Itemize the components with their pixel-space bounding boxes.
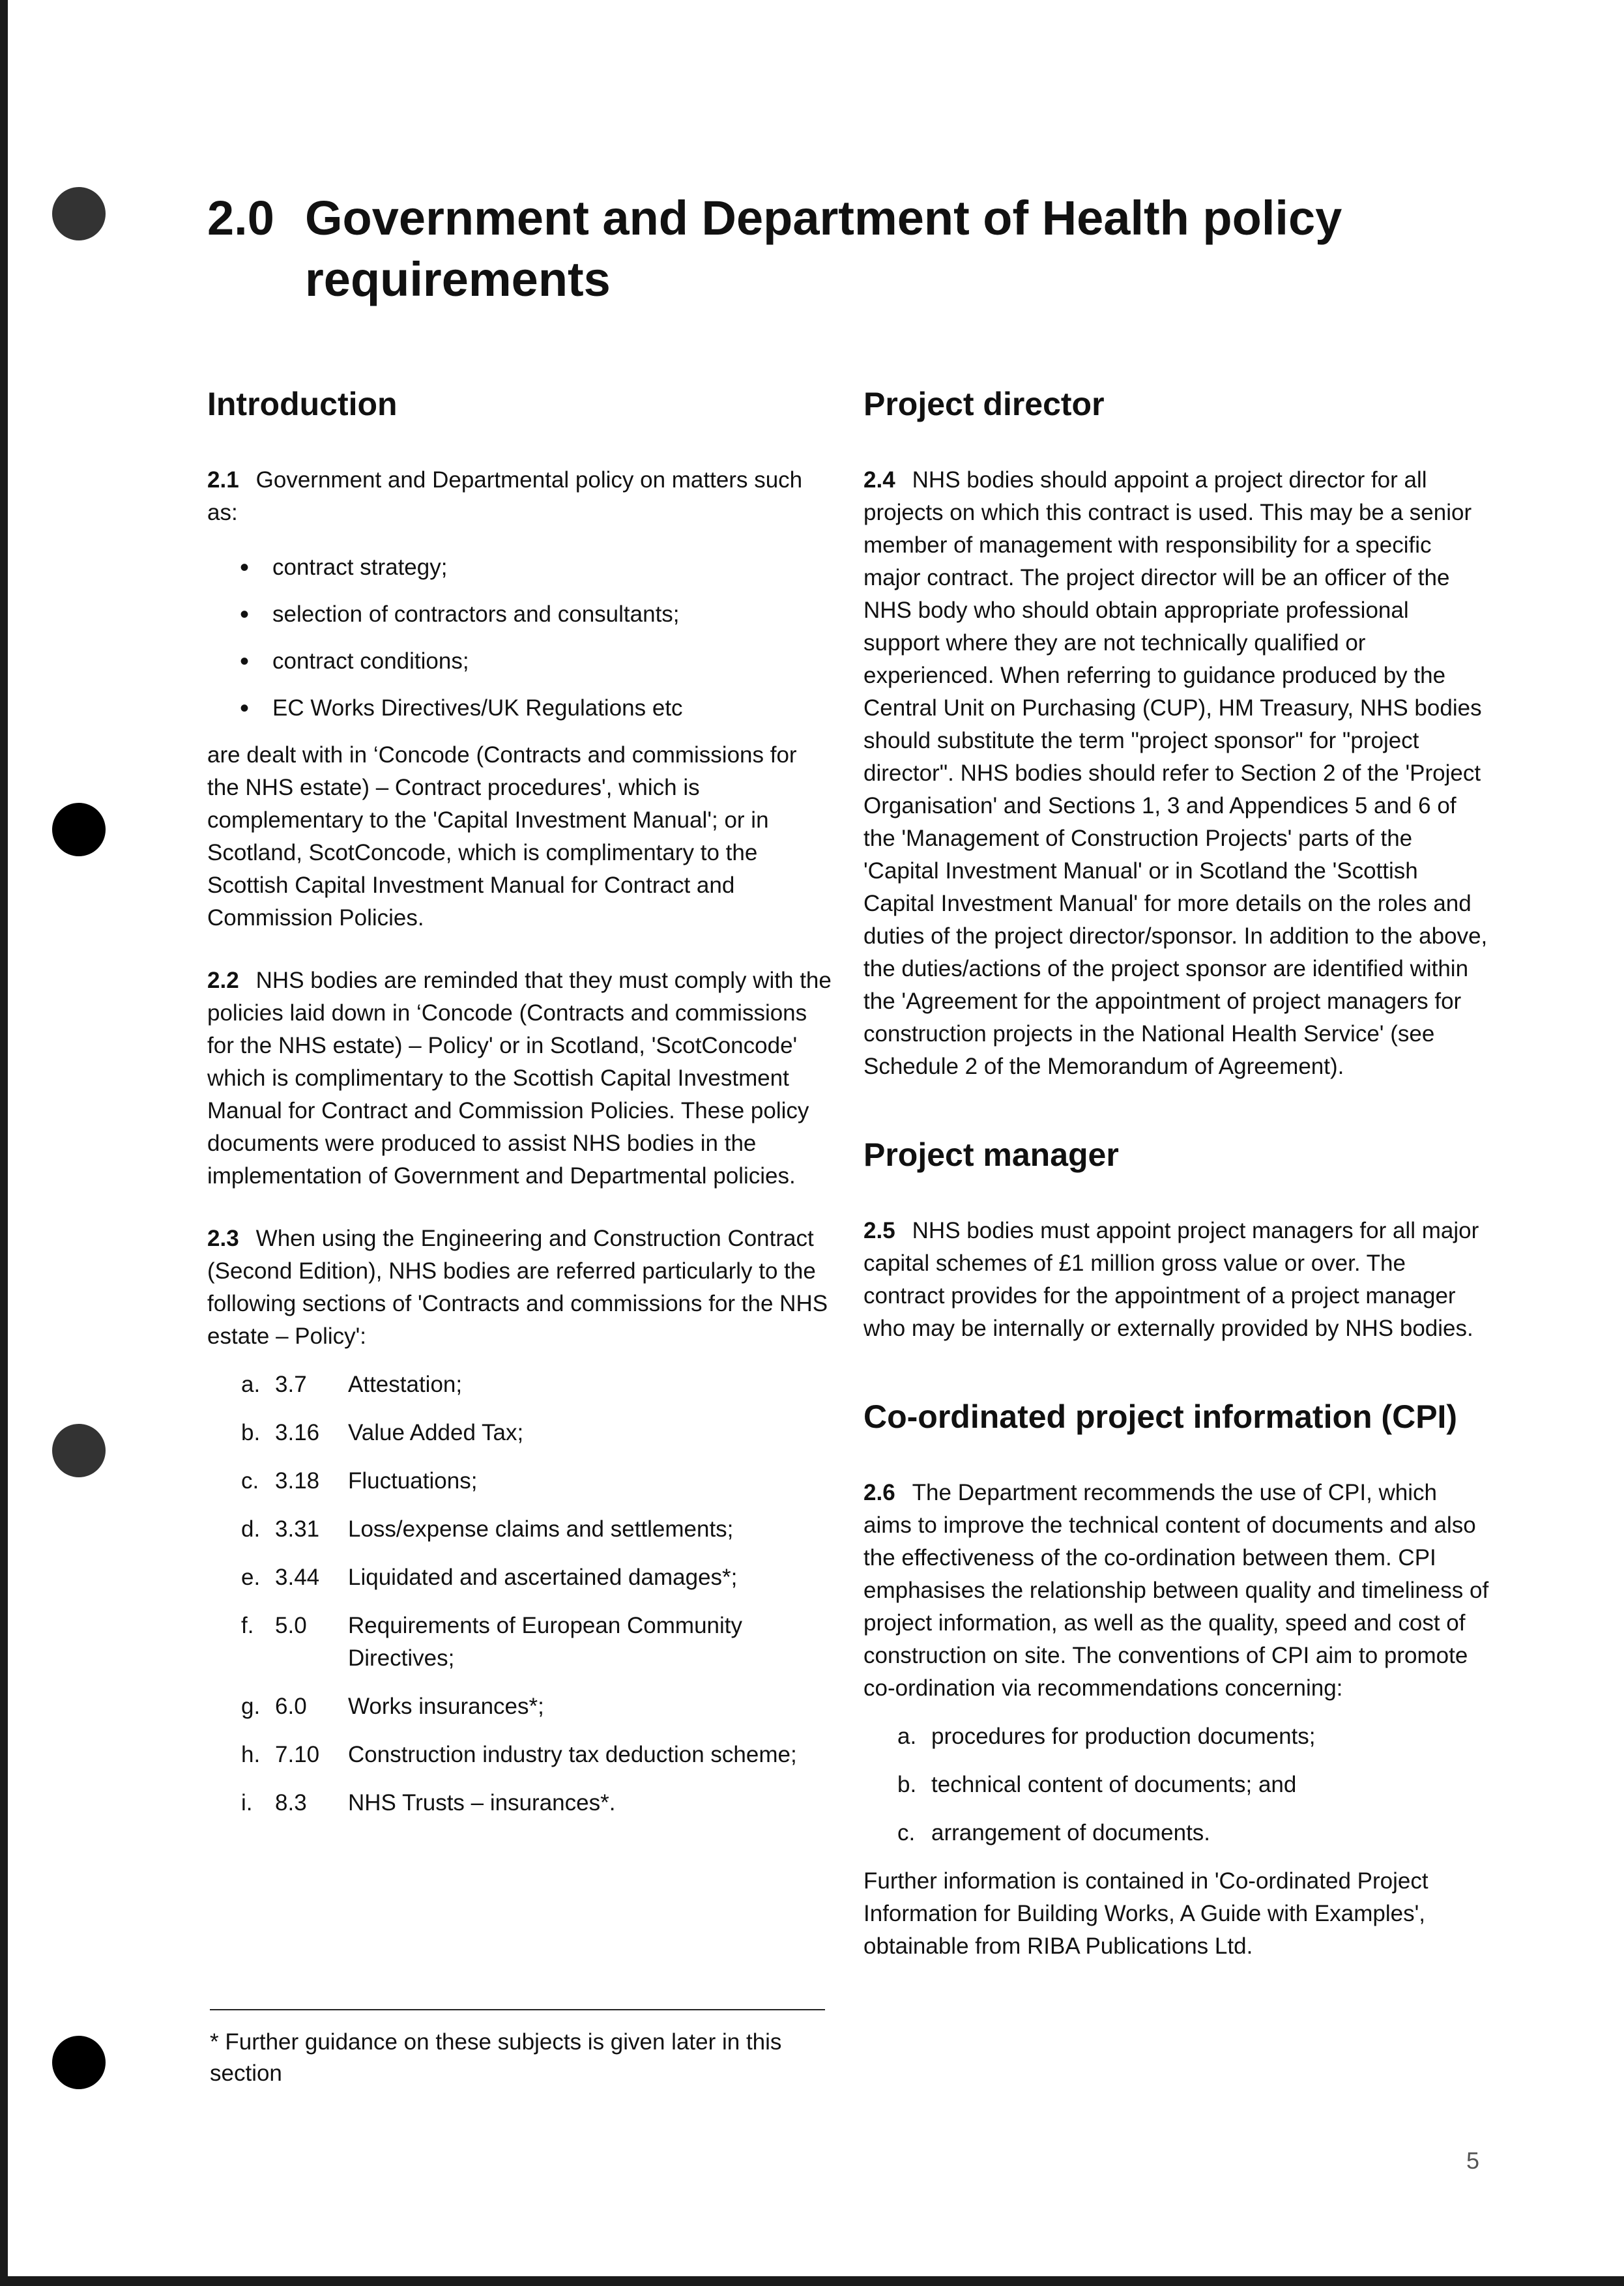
list-item xyxy=(207,1513,833,1546)
paragraph-2-5 xyxy=(863,1215,1489,1345)
list-item xyxy=(207,1368,833,1401)
punch-hole xyxy=(52,803,106,856)
paragraph-number: 2.5 xyxy=(863,1218,895,1243)
item-text: Construction industry tax deduction scheme; xyxy=(348,1742,797,1767)
punch-hole xyxy=(52,1424,106,1477)
page-number: 5 xyxy=(1466,2147,1480,2174)
paragraph-2-3 xyxy=(207,1223,833,1353)
page-title xyxy=(207,188,1511,310)
cpi-list xyxy=(863,1720,1489,1849)
item-letter: i. xyxy=(241,1790,253,1816)
list-item: • contract strategy; xyxy=(207,551,833,584)
list-item xyxy=(863,1817,1489,1849)
punch-hole xyxy=(52,2036,106,2089)
heading-introduction: Introduction xyxy=(207,386,398,422)
item-letter: f. xyxy=(241,1613,254,1638)
list-item xyxy=(207,1690,833,1723)
paragraph-text: The Department recommends the use of CPI, which aims to improve the technical content of documents and also the effectiveness of the co-ordination between them. CPI emphasises the relationship between quality and timeliness of project information, as well as the quality, speed and cost of construction on site. The conventions of CPI aim to promote co-ordination via recommendations concerning: xyxy=(863,1480,1489,1701)
list-item xyxy=(863,1769,1489,1801)
item-letter: h. xyxy=(241,1742,261,1767)
item-section: 8.3 xyxy=(275,1790,307,1816)
item-letter: e. xyxy=(241,1565,261,1590)
item-text: Loss/expense claims and settlements; xyxy=(348,1516,734,1542)
paragraph-text: NHS bodies must appoint project managers for all major capital schemes of £1 million gross value or over. The contract provides for the appointment of a project manager who may be internally or externally provided by NHS bodies. xyxy=(863,1218,1479,1341)
paragraph-number: 2.1 xyxy=(207,467,239,493)
list-item xyxy=(207,1465,833,1497)
section-title: Government and Department of Health policy requirements xyxy=(305,191,1342,306)
item-section: 3.7 xyxy=(275,1372,307,1397)
heading-cpi: Co-ordinated project information (CPI) xyxy=(863,1398,1458,1435)
paragraph-2-6 xyxy=(863,1477,1489,1705)
paragraph-text: Government and Departmental policy on matters such as: xyxy=(207,467,803,525)
item-letter: a. xyxy=(897,1724,917,1749)
list-item: • EC Works Directives/UK Regulations etc xyxy=(207,692,833,725)
paragraph-2-1-continued: are dealt with in ‘Concode (Contracts and commissions for the NHS estate) – Contract procedures', which is complementary to the 'Capital Investment Manual'; or in Scotland, ScotConcode, which is complimentary to the Scottish Capital Investment Manual for Contract and Commission Policies. xyxy=(207,742,797,931)
paragraph-2-1 xyxy=(207,464,833,529)
policy-bullet-list xyxy=(207,551,833,725)
paragraph-number: 2.2 xyxy=(207,968,239,993)
item-text: Works insurances*; xyxy=(348,1694,544,1719)
left-column xyxy=(207,384,833,1835)
item-text: Requirements of European Community Directives; xyxy=(348,1613,743,1671)
item-section: 3.16 xyxy=(275,1420,320,1445)
item-text: Fluctuations; xyxy=(348,1468,478,1494)
item-section: 3.18 xyxy=(275,1468,320,1494)
item-letter: d. xyxy=(241,1516,261,1542)
heading-project-director: Project director xyxy=(863,386,1105,422)
item-letter: b. xyxy=(897,1772,917,1797)
item-section: 3.44 xyxy=(275,1565,320,1590)
paragraph-text: NHS bodies are reminded that they must comply with the policies laid down in ‘Concode (Contracts and commissions for the NHS estate) – Policy' or in Scotland, 'ScotConcode' which is complimentary to the Scottish Capital Investment Manual for Contract and Commission Policies. These policy documents were produced to assist NHS bodies in the implementation of Government and Departmental policies. xyxy=(207,968,832,1189)
item-text: arrangement of documents. xyxy=(931,1820,1211,1845)
footnote-divider xyxy=(210,2009,825,2010)
list-item: • selection of contractors and consultants; xyxy=(207,598,833,631)
paragraph-number: 2.4 xyxy=(863,467,895,493)
item-section: 6.0 xyxy=(275,1694,307,1719)
list-item xyxy=(207,1739,833,1771)
list-item xyxy=(207,1610,833,1675)
paragraph-2-4 xyxy=(863,464,1489,1083)
section-number: 2.0 xyxy=(207,191,274,245)
right-column xyxy=(863,384,1489,1993)
scan-edge-bottom xyxy=(0,2276,1624,2286)
policy-section-list xyxy=(207,1368,833,1819)
item-section: 3.31 xyxy=(275,1516,320,1542)
item-letter: c. xyxy=(241,1468,259,1494)
item-text: Attestation; xyxy=(348,1372,463,1397)
paragraph-text: NHS bodies should appoint a project director for all projects on which this contract is used. This may be a senior member of management with responsibility for a specific major contract. The project director will be an officer of the NHS body who should obtain appropriate professional support where they are not technically qualified or experienced. When referring to guidance produced by the Central Unit on Purchasing (CUP), HM Treasury, NHS bodies should substitute the term "project sponsor" for "project director". NHS bodies should refer to Section 2 of the 'Project Organisation' and Sections 1, 3 and Appendices 5 and 6 of the 'Management of Construction Projects' parts of the 'Capital Investment Manual' or in Scotland the 'Scottish Capital Investment Manual' for more details on the roles and duties of the project director/sponsor. In addition to the above, the duties/actions of the project sponsor are identified within the 'Agreement for the appointment of project managers for construction projects in the National Health Service' (see Schedule 2 of the Memorandum of Agreement). xyxy=(863,467,1488,1079)
item-text: procedures for production documents; xyxy=(931,1724,1316,1749)
item-text: Liquidated and ascertained damages*; xyxy=(348,1565,738,1590)
item-section: 5.0 xyxy=(275,1613,307,1638)
item-text: NHS Trusts – insurances*. xyxy=(348,1790,616,1816)
list-item xyxy=(207,1561,833,1594)
list-item: • contract conditions; xyxy=(207,645,833,678)
item-text: Value Added Tax; xyxy=(348,1420,524,1445)
list-item xyxy=(863,1720,1489,1753)
item-text: technical content of documents; and xyxy=(931,1772,1297,1797)
item-letter: c. xyxy=(897,1820,916,1845)
item-section: 7.10 xyxy=(275,1742,320,1767)
item-letter: g. xyxy=(241,1694,261,1719)
punch-hole xyxy=(52,187,106,240)
paragraph-2-6-continued: Further information is contained in 'Co-ordinated Project Information for Building Works, A Guide with Examples', obtainable from RIBA Publications Ltd. xyxy=(863,1868,1428,1959)
footnote: * Further guidance on these subjects is given later in this section xyxy=(210,2029,782,2086)
list-item xyxy=(207,1417,833,1449)
item-letter: b. xyxy=(241,1420,261,1445)
item-letter: a. xyxy=(241,1372,261,1397)
paragraph-number: 2.6 xyxy=(863,1480,895,1505)
paragraph-2-2 xyxy=(207,964,833,1193)
paragraph-number: 2.3 xyxy=(207,1226,239,1251)
scan-edge-left xyxy=(0,0,8,2286)
list-item xyxy=(207,1787,833,1819)
paragraph-text: When using the Engineering and Construction Contract (Second Edition), NHS bodies are referred particularly to the following sections of 'Contracts and commissions for the NHS estate – Policy': xyxy=(207,1226,828,1349)
heading-project-manager: Project manager xyxy=(863,1136,1119,1173)
